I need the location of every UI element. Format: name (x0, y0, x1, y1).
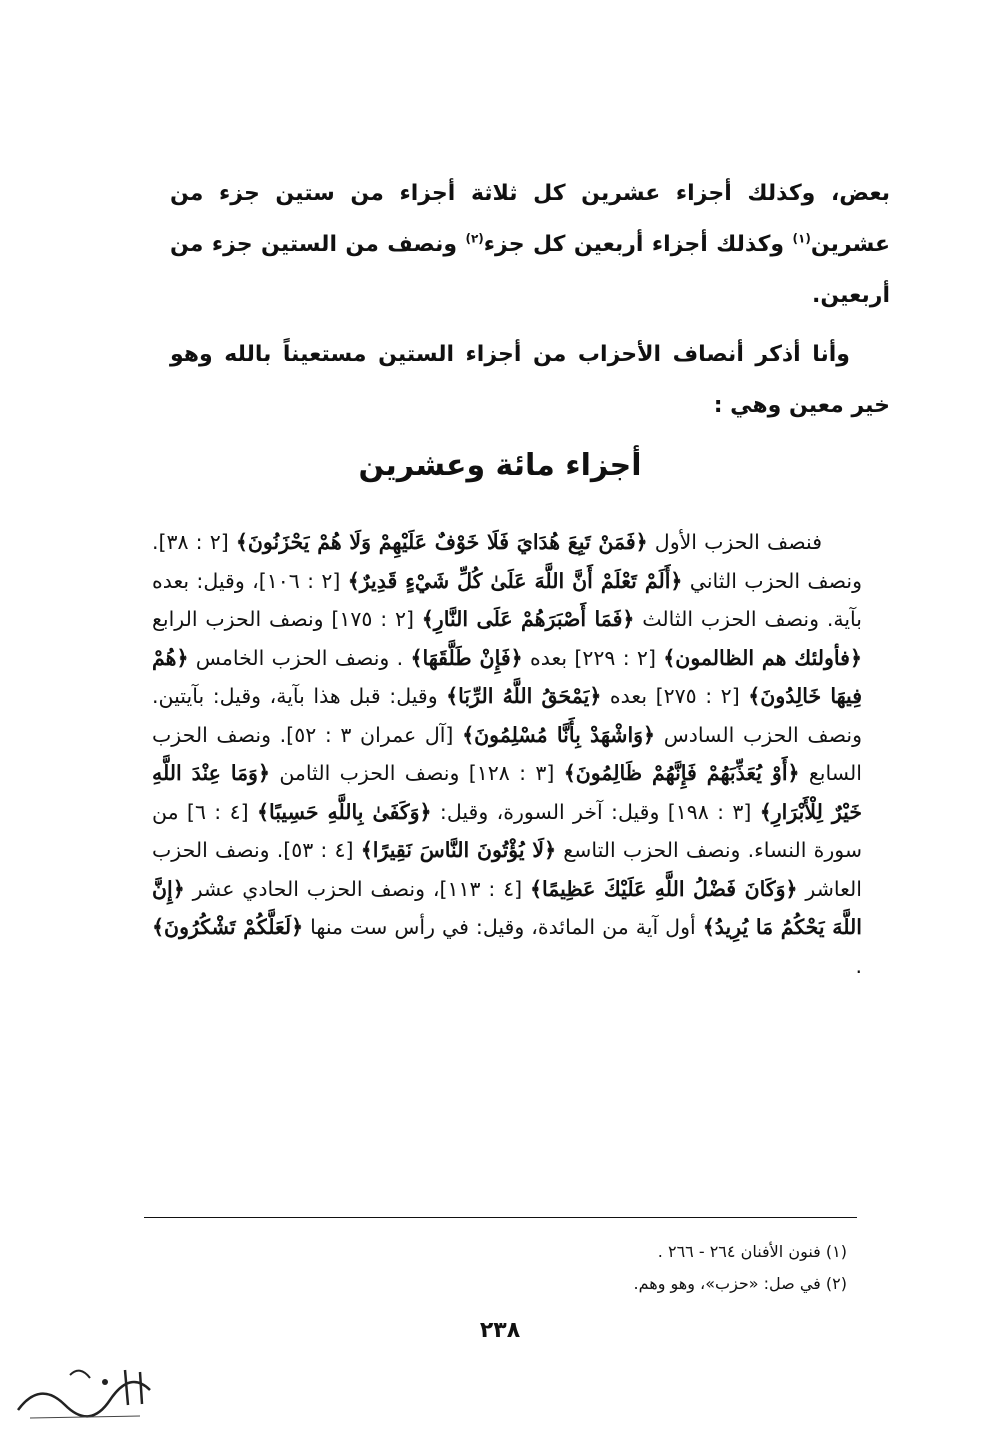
quran-verse: ﴿وَكَفَىٰ بِاللَّهِ حَسِيبًا﴾ (256, 799, 432, 824)
quran-verse: ﴿فَمَنْ تَبِعَ هُدَايَ فَلَا خَوْفٌ عَلَيْهِمْ وَلَا هُمْ يَحْزَنُونَ﴾ (235, 530, 648, 554)
text-segment: [٤ : ١١٣]، ونصف الحزب الحادي عشر (184, 876, 531, 901)
quran-verse: ﴿وَاشْهَدْ بِأَنَّا مُسْلِمُونَ﴾ (462, 722, 656, 747)
intro-line-2b: ونصف من الستين جزء من أربعين. (170, 232, 890, 308)
text-segment: . ونصف الحزب الخامس (188, 645, 411, 670)
footnote-1: (١) فنون الأفنان ٢٦٤ - ٢٦٦ . (657, 1242, 847, 1261)
quran-verse: ﴿فَإِنْ طَلَّقَهَا﴾ (410, 645, 523, 670)
quran-verse: ﴿فَمَا أَصْبَرَهُمْ عَلَى النَّارِ﴾ (421, 607, 635, 631)
quran-verse: ﴿وَكَانَ فَضْلُ اللَّهِ عَلَيْكَ عَظِيمًا﴾ (530, 876, 798, 901)
quran-verse: ﴿وَمَا عِنْدَ اللَّهِ خَيْرٌ لِلْأَبْرَارِ﴾ (152, 761, 862, 824)
text-segment: [٣ : ١٢٨] ونصف الحزب الثامن (269, 761, 564, 785)
text-segment: [٢ : ٢٢٩] بعده (522, 645, 664, 670)
intro-line-1: بعض، وكذلك أجزاء عشرين كل ثلاثة أجزاء من ستين جزء من عشرين (170, 181, 890, 257)
quran-verse: ﴿لَا يُؤْتُونَ النَّاسَ نَقِيرًا﴾ (360, 838, 557, 862)
text-segment: [٢ : ١٧٥] ونصف الحزب الرابع (152, 607, 422, 631)
text-segment: [آل عمران ٣ : ٥٢]. ونصف الحزب السابع (152, 722, 862, 785)
text-segment: فنصف الحزب الأول (647, 530, 822, 554)
page-number: ٢٣٨ (479, 1318, 521, 1343)
text-segment: [٣ : ١٩٨] وقيل: آخر السورة، وقيل: (431, 799, 760, 824)
text-segment: أول آية من المائدة، وقيل: في رأس ست منها (303, 915, 703, 939)
text-segment: [٢ : ٣٨]. ونصف الحزب الثاني (152, 530, 862, 593)
intro-paragraphs (170, 168, 890, 431)
intro-paragraph-1 (170, 168, 890, 321)
quran-verse: ﴿لَعَلَّكُمْ تَشْكُرُونَ﴾ (152, 915, 304, 939)
section-heading: أجزاء مائة وعشرين (358, 448, 642, 483)
footnote-ref-1[interactable]: (١) (792, 231, 811, 246)
body-paragraph (152, 523, 862, 985)
footnotes (247, 1236, 847, 1300)
hizb-halves-paragraph (152, 523, 862, 985)
text-segment: وقيل: قبل هذا بآية، وقيل: بآيتين. ونصف الحزب السادس (152, 684, 862, 747)
text-segment: . (855, 953, 862, 978)
footnote-2: (٢) في صل: «حزب»، وهو وهم. (633, 1274, 847, 1293)
quran-verse: ﴿أَلَمْ تَعْلَمْ أَنَّ اللَّهَ عَلَىٰ كُلِّ شَيْءٍ قَدِيرٌ﴾ (347, 568, 683, 593)
quran-verse: ﴿أَوْ يُعَذِّبَهُمْ فَإِنَّهُمْ ظَالِمُونَ﴾ (563, 761, 800, 785)
quran-verse: ﴿هُمْ فِيهَا خَالِدُونَ﴾ (152, 645, 862, 708)
footnote-ref-2[interactable]: (٢) (465, 231, 484, 246)
intro-paragraph-2: وأنا أذكر أنصاف الأحزاب من أجزاء الستين مستعيناً بالله وهو خير معين وهي : (170, 342, 890, 418)
quran-verse: ﴿إِنَّ اللَّهَ يَحْكُمُ مَا يُرِيدُ﴾ (152, 876, 862, 939)
quran-verse: ﴿يَمْحَقُ اللَّهُ الرِّبَا﴾ (446, 684, 602, 708)
intro-line-2a: وكذلك أجزاء أربعين كل جزء (483, 232, 785, 257)
text-segment: [٤ : ٥٣]. ونصف الحزب العاشر (152, 838, 862, 901)
text-segment: [٤ : ٦] من سورة النساء. ونصف الحزب التاسع (152, 799, 862, 862)
quran-verse: ﴿فأولئك هم الظالمون﴾ (663, 645, 862, 670)
watermark-logo (10, 1360, 160, 1430)
text-segment: [٢ : ٢٧٥] بعده (601, 684, 749, 708)
text-segment: [٢ : ١٠٦]، وقيل: بعده بآية. ونصف الحزب الثالث (152, 568, 862, 631)
footnote-divider (144, 1217, 857, 1218)
